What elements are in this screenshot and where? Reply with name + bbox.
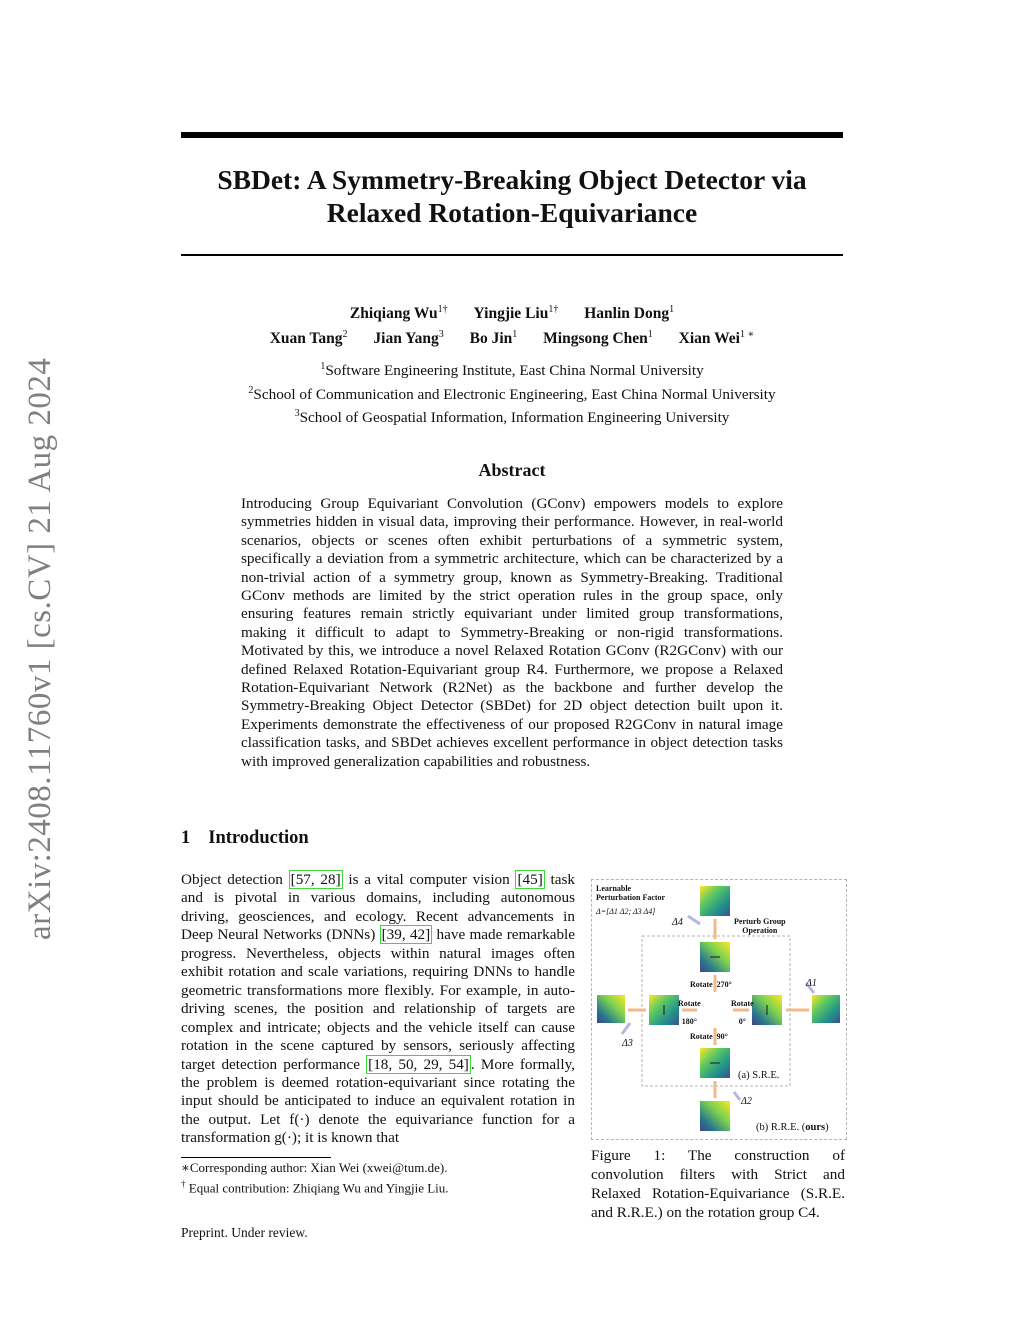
arxiv-stamp: arXiv:2408.11760v1 [cs.CV] 21 Aug 2024 [22, 357, 58, 940]
affiliation: $^1$Software Engineering Institute, East China Normal University [320, 361, 704, 380]
footnote-equal-contribution: † Equal contribution: Zhiqiang Wu and Yingjie Liu. [181, 1179, 449, 1196]
rotate-180-label: Rotate 180° [678, 999, 701, 1026]
figure-caption: Figure 1: The construction of convolution filters with Strict and Relaxed Rotation-Equivariance (S.R.E. and R.R.E.) on the rotation group C4. [591, 1147, 845, 1221]
figure-label-b: (b) R.R.E. (ours) [756, 1122, 829, 1133]
rotate-270-label: Rotate 270° [690, 980, 732, 989]
filter-right-perturbed [812, 995, 840, 1023]
author: Bo Jin$^1$ [469, 329, 518, 348]
author: Xian Wei$^{1 ∗}$ [678, 329, 755, 348]
paper-title [181, 163, 843, 229]
author-list [181, 299, 843, 349]
affiliation: $^3$School of Geospatial Information, Information Engineering University [294, 408, 730, 427]
perturb-group-label: Perturb Group Operation [734, 917, 786, 935]
abstract-text: Introducing Group Equivariant Convolution (GConv) empowers models to explore symmetries hidden in visual data, improving their performance. However, in real-world scenarios, objects or scenes often exhibit perturbations of a symmetric system, specifically a deviation from a symmetric architecture, which can be characterized by a non-trivial action of a symmetry group, known as Symmetry-Breaking. Traditional GConv methods are limited by the strict operation rules in the group space, only ensuring features remain strictly equivariant under limited group transformations, making it difficult to adapt to Symmetry-Breaking or non-rigid transformations. Motivated by this, we introduce a novel Relaxed Rotation GConv (R2GConv) with our defined Relaxed Rotation-Equivariant group R4. Furthermore, we propose a Relaxed Rotation-Equivariant Network (R2Net) as the backbone and further develop the Symmetry-Breaking Object Detector (SBDet) for 2D object detection built upon it. Experiments demonstrate the effectiveness of our proposed R2GConv in natural image classification tasks, and SBDet achieves excellent performance in object detection tasks with improved generalization capabilities and robustness. [241, 495, 783, 770]
title-rule-bottom [181, 254, 843, 256]
title-line-2: Relaxed Rotation-Equivariance [326, 197, 698, 228]
abstract-heading: Abstract [478, 460, 546, 480]
author-line-2 [181, 324, 843, 349]
figure-1 [591, 879, 847, 1140]
figure-label-a: (a) S.R.E. [738, 1070, 780, 1081]
learnable-label: Learnable [596, 884, 632, 893]
figure-graphic [592, 880, 846, 1139]
rotate-0-label: Rotate 0° [731, 999, 754, 1026]
delta-3-label: Δ3 [622, 1038, 633, 1049]
citation-link[interactable]: [39, 42] [381, 926, 431, 944]
footnote-rule [181, 1157, 331, 1158]
delta-4-label: Δ4 [672, 917, 683, 928]
rotate-90-label: Rotate 90° [690, 1032, 728, 1041]
affiliations [181, 357, 843, 428]
author: Hanlin Dong$^1$ [584, 304, 675, 323]
title-rule-top [181, 132, 843, 138]
preprint-notice: Preprint. Under review. [181, 1225, 308, 1240]
title-line-1: SBDet: A Symmetry-Breaking Object Detector via [217, 164, 807, 195]
section-heading [181, 828, 309, 849]
footnotes [181, 1159, 575, 1196]
section-number: 1 [181, 828, 191, 848]
author: Xuan Tang$^2$ [269, 329, 348, 348]
author: Yingjie Liu$^{1\dagger}$ [473, 304, 559, 323]
author: Jian Yang$^3$ [373, 329, 444, 348]
author: Zhiqiang $Wu^{1\dagger}$ [349, 304, 448, 323]
citation-link[interactable]: [57, 28] [290, 871, 341, 888]
introduction-paragraph: Object detection [57, 28] is a vital computer vision [45] task and is pivotal in various domains, including autonomous driving, geosciences, and ecology. Recent advancements in Deep Neural Networks (DNNs) [39, 42] have made remarkable progress. Nevertheless, objects within natural images often exhibit rotation and scale variations, requiring DNNs to handle geometric transformations more flexibly. For example, in auto-driving scenes, the position and relationship of targets are complex and intricate; objects and the vehicle itself can cause rotation in the scene captured by sensors, seriously affecting target detection performance [18, 50, 29, 54] . More formally, the problem is deemed rotation-equivariant since rotating the input should be anticipated to induce an equivalent rotation in the output. Let f(·) denote the equivariance function for a transformation g(·); it is known that [181, 871, 575, 1147]
section-title: Introduction [208, 828, 309, 848]
perturbation-factor-label: Perturbation Factor [596, 893, 666, 902]
delta-2-label: Δ2 [741, 1096, 752, 1107]
citation-link[interactable]: [18, 50, 29, 54] [368, 1055, 469, 1073]
filter-left-perturbed [597, 995, 625, 1023]
filter-top-perturbed [700, 886, 730, 916]
delta-matrix: Δ=[Δ1 Δ2; Δ3 Δ4] [596, 907, 656, 916]
affiliation: $^2$School of Communication and Electronic Engineering, East China Normal University [248, 384, 776, 403]
delta-1-label: Δ1 [806, 978, 817, 989]
filter-bottom-perturbed [700, 1101, 730, 1131]
author: Mingsong Chen$^1$ [543, 329, 653, 348]
author-line-1 [181, 299, 843, 324]
footnote-corresponding: ∗Corresponding author: Xian Wei (xwei@tum.de). [181, 1160, 448, 1175]
citation-link[interactable]: [45] [517, 871, 543, 888]
